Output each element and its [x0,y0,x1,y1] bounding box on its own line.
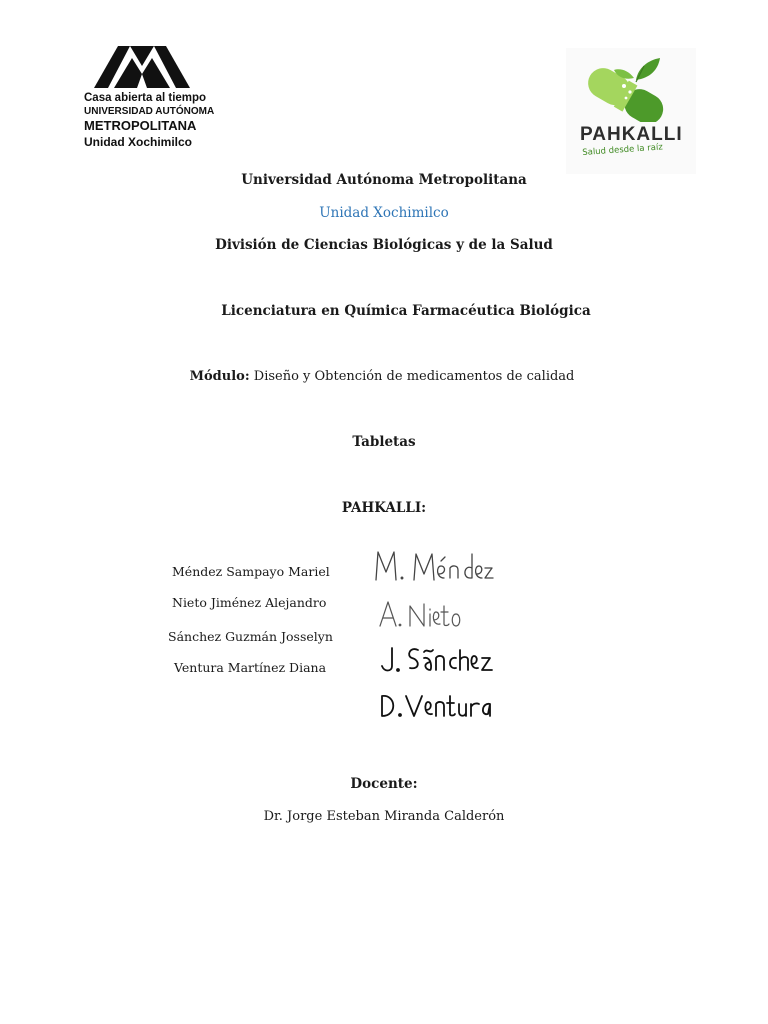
uam-emblem-icon [92,44,192,90]
member-name: Nieto Jiménez Alejandro [172,595,327,610]
signature-ventura [382,696,490,716]
capsule-leaf-icon [580,52,676,122]
uam-logo-line-2: UNIVERSIDAD AUTÓNOMA [84,106,215,117]
pahkalli-logo-name: PAHKALLI [580,124,683,145]
member-name: Méndez Sampayo Mariel [172,564,330,579]
pahkalli-logo-tagline: Salud desde la raíz [582,142,664,158]
division-name: División de Ciencias Biológicas y de la Salud [215,237,553,253]
team-name: PAHKALLI: [341,500,427,516]
module-value: Diseño y Obtención de medicamentos de calidad [253,369,575,384]
signature-mendez [376,552,493,580]
uam-logo-line-4: Unidad Xochimilco [84,135,193,149]
teacher-label: Docente: [350,776,418,792]
pahkalli-logo [566,48,696,174]
module-label: Módulo: [189,369,250,384]
uam-logo [84,44,215,154]
teacher-name: Dr. Jorge Esteban Miranda Calderón [263,809,505,824]
unit-name: Unidad Xochimilco [319,205,449,221]
uam-logo-line-1: Casa abierta al tiempo [84,92,207,104]
topic-title: Tabletas [352,434,416,450]
uam-logo-line-3: METROPOLITANA [84,118,197,133]
signature-sanchez [382,648,492,671]
module-line [0,369,766,384]
university-name: Universidad Autónoma Metropolitana [241,172,527,188]
signature-nieto [380,602,460,626]
degree-name: Licenciatura en Química Farmacéutica Biológica [221,303,591,319]
signatures [366,544,506,734]
member-name: Ventura Martínez Diana [174,660,327,675]
member-name: Sánchez Guzmán Josselyn [168,629,333,644]
